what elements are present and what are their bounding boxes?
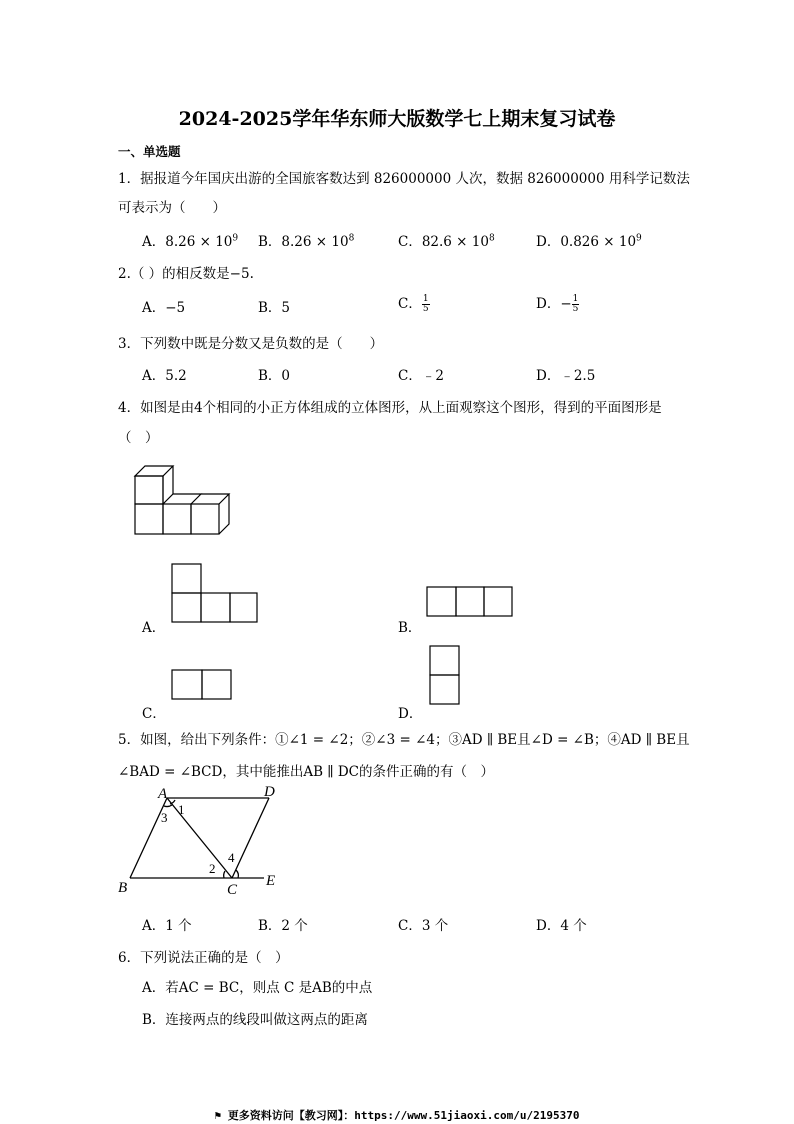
section-heading: 一、单选题 [118, 144, 181, 159]
q1-option-d[interactable]: D．$0.826 \times 10^9$ [536, 233, 642, 250]
q3-option-c[interactable]: C．﹣2 [398, 368, 444, 384]
question-4-line1: 4．如图是由4个相同的小正方体组成的立体图形，从上面观察这个图形，得到的平面图形是 [118, 400, 662, 416]
question-2: 2.（ ）的相反数是−5. [118, 266, 254, 282]
point-b-label: B [118, 880, 128, 896]
footer-link[interactable]: ⚑ 更多资料访问【教习网】：https://www.51jiaoxi.com/u/2195370 [214, 1109, 580, 1122]
q3-option-a[interactable]: A．5.2 [142, 368, 187, 384]
point-e-label: E [266, 873, 276, 889]
question-3: 3．下列数中既是分数又是负数的是（ ） [118, 336, 384, 352]
question-4-line2: （ ） [118, 430, 159, 446]
q2-option-c[interactable]: C． $\frac{1}{5}$ [398, 294, 429, 314]
angle-1-label: 1 [178, 802, 185, 817]
point-d-label: D [264, 784, 275, 800]
q2-option-b[interactable]: B．5 [258, 300, 291, 316]
q1-option-a[interactable]: A．$8.26 \times 10^9$ [142, 233, 239, 250]
q1-option-c[interactable]: C．$82.6 \times 10^8$ [398, 233, 495, 250]
q1-option-b[interactable]: B．$8.26 \times 10^8$ [258, 233, 355, 250]
q5-option-c[interactable]: C．3 个 [398, 918, 449, 934]
question-1-line1: 1．据报道今年国庆出游的全国旅客数达到 826000000 人次，数据 826000000 用科学记数法 [118, 171, 690, 187]
q4-option-a-label[interactable]: A． [142, 620, 166, 636]
q4-option-c-label[interactable]: C． [142, 706, 166, 722]
q2-option-d[interactable]: D．− $\frac{1}{5}$ [536, 294, 579, 314]
point-a-label: A [158, 786, 168, 802]
angle-4-label: 4 [228, 850, 235, 865]
q4-option-a-figure[interactable] [170, 562, 260, 624]
q4-option-c-figure[interactable] [170, 668, 234, 702]
flag-icon: ⚑ [214, 1109, 228, 1122]
angle-2-label: 2 [209, 861, 216, 876]
q2-option-a[interactable]: A．−5 [142, 300, 186, 316]
question-5-line2: ∠BAD = ∠BCD，其中能推出AB ∥ DC的条件正确的有（ ） [118, 764, 494, 780]
parallelogram-figure [114, 782, 294, 898]
point-c-label: C [227, 882, 238, 898]
q4-option-b-figure[interactable] [426, 586, 516, 620]
angle-3-label: 3 [161, 810, 168, 825]
q5-option-d[interactable]: D．4 个 [536, 918, 587, 934]
q6-option-a[interactable]: A．若AC = BC，则点 C 是AB的中点 [142, 980, 373, 996]
fraction-one-fifth: $\frac{1}{5}$ [572, 294, 579, 314]
q4-option-d-figure[interactable] [428, 644, 462, 708]
question-6: 6．下列说法正确的是（ ） [118, 950, 289, 966]
q5-option-b[interactable]: B．2 个 [258, 918, 308, 934]
q3-option-b[interactable]: B．0 [258, 368, 291, 384]
page-title: 2024-2025学年华东师大版数学七上期末复习试卷 [178, 108, 616, 130]
question-5-line1: 5．如图，给出下列条件：①∠1 = ∠2；②∠3 = ∠4；③AD ∥ BE且∠D = ∠B；④AD ∥ BE且 [118, 732, 690, 748]
fraction-one-fifth: $\frac{1}{5}$ [422, 294, 429, 314]
q4-option-b-label[interactable]: B． [398, 620, 422, 636]
q4-option-d-label[interactable]: D． [398, 706, 423, 722]
q6-option-b[interactable]: B．连接两点的线段叫做这两点的距离 [142, 1012, 368, 1028]
cube-stack-figure [130, 464, 234, 540]
q5-option-a[interactable]: A．1 个 [142, 918, 192, 934]
q3-option-d[interactable]: D．﹣2.5 [536, 368, 596, 384]
question-1-line2: 可表示为（ ） [118, 200, 226, 216]
